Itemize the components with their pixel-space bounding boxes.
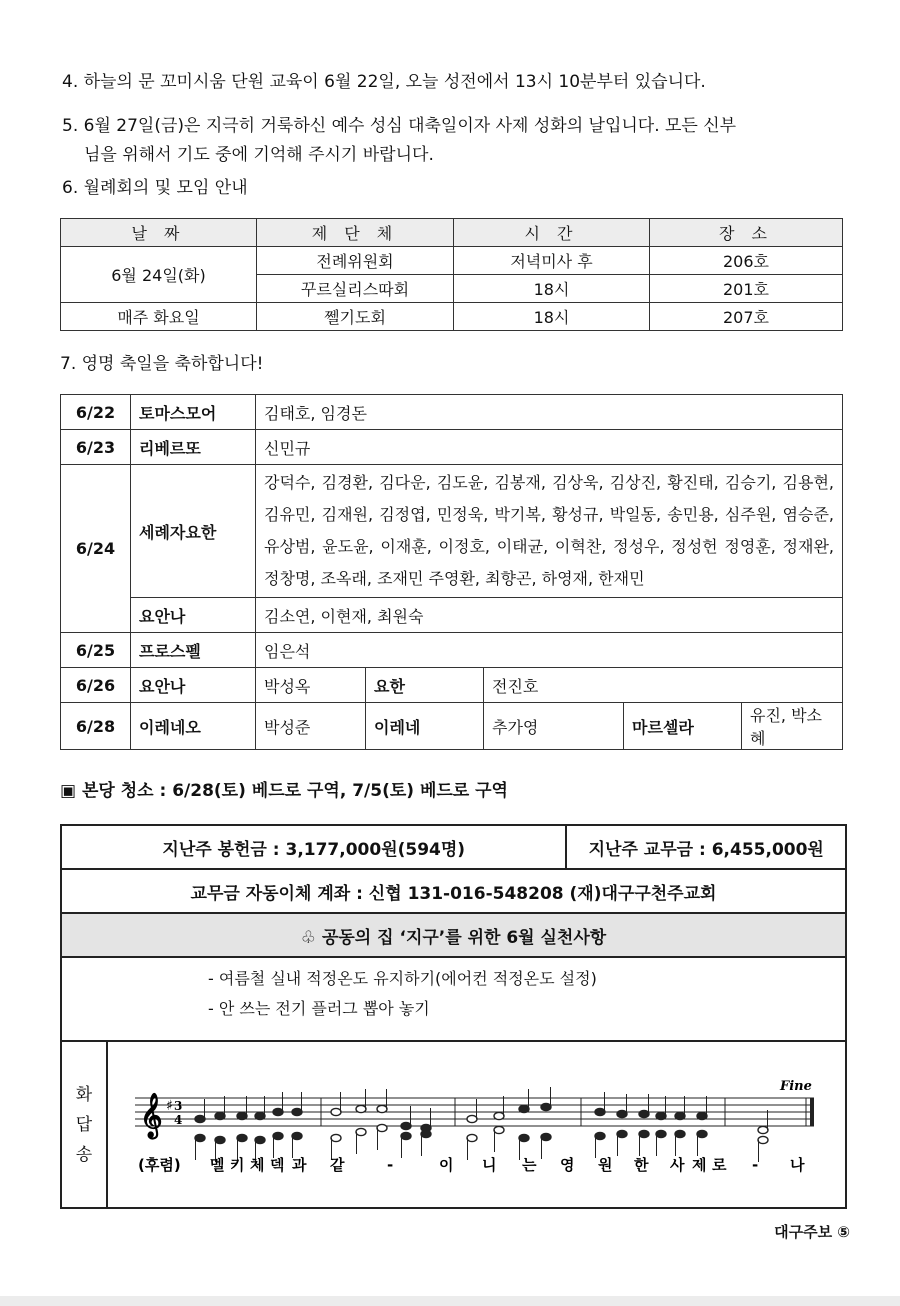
music-note	[541, 1103, 551, 1110]
meeting-group: 쩰기도회	[257, 303, 454, 331]
meeting-time: 저녁미사 후	[454, 247, 650, 275]
offering-row	[61, 825, 846, 869]
music-note	[595, 1108, 605, 1115]
psalm-label-char: 화	[75, 1084, 93, 1105]
music-note	[292, 1108, 302, 1115]
lyric-syllable: 키	[230, 1156, 245, 1174]
music-note	[255, 1112, 265, 1119]
music-note	[697, 1130, 707, 1137]
music-note	[758, 1126, 768, 1133]
account-row	[61, 869, 846, 913]
lyric-syllable: 나	[790, 1156, 805, 1174]
music-note	[273, 1132, 283, 1139]
meeting-place: 207호	[650, 303, 843, 331]
table-row	[61, 598, 843, 633]
feast-names: 김태호, 임경돈	[256, 395, 843, 430]
meeting-group: 전례위원회	[257, 247, 454, 275]
lyric-syllable: 과	[292, 1156, 307, 1174]
page-footer: 대구주보 ⑤	[774, 1223, 850, 1241]
music-note	[639, 1130, 649, 1137]
lyric-syllable: 제	[692, 1156, 707, 1174]
lyric-syllable: 같	[330, 1156, 345, 1174]
feast-title: 7. 영명 축일을 축하합니다!	[60, 354, 264, 374]
lyric-syllable: -	[387, 1156, 394, 1174]
practice-body-row	[61, 957, 846, 1041]
music-note	[331, 1108, 341, 1115]
info-box	[60, 824, 847, 1209]
table-row	[61, 247, 843, 275]
meeting-place: 206호	[650, 247, 843, 275]
practice-list	[61, 957, 846, 1041]
bottom-shade	[0, 1296, 900, 1306]
saint-name: 요한	[366, 668, 484, 703]
music-note	[519, 1134, 529, 1141]
music-note	[617, 1110, 627, 1117]
saint-name: 마르셀라	[624, 703, 742, 750]
psalm-score	[107, 1041, 846, 1208]
table-row	[61, 430, 843, 465]
notice-4: 4. 하늘의 문 꼬미시움 단원 교육이 6월 22일, 오늘 성전에서 13시 10분부터 있습니다.	[62, 72, 706, 92]
music-note	[401, 1132, 411, 1139]
lyric-syllable: 체	[250, 1156, 265, 1174]
music-note	[541, 1133, 551, 1140]
table-row	[61, 395, 843, 430]
music-note	[675, 1130, 685, 1137]
music-note	[494, 1126, 504, 1133]
psalm-label-char: 송	[75, 1144, 93, 1165]
saint-name: 리베르또	[131, 430, 256, 465]
feast-date: 6/23	[61, 430, 131, 465]
feast-names: 유진, 박소혜	[742, 703, 843, 750]
saint-name: 토마스모어	[131, 395, 256, 430]
lyric-syllable: 로	[712, 1156, 727, 1174]
refrain-label: (후렴)	[138, 1156, 181, 1174]
music-note	[467, 1115, 477, 1122]
music-note	[675, 1112, 685, 1119]
feast-names: 강덕수, 김경환, 김다운, 김도윤, 김봉재, 김상욱, 김상진, 황진태, 김승기, 김용현, 김유민, 김재원, 김정엽, 민정욱, 박기복, 황성규, 박일동, 송민용, 심주원, 염승준, 유상범, 윤도윤, 이재훈, 이정호, 이태균, 이혁찬, 정성우, 정성헌 정영훈, 정재완, 정창명, 조옥래, 조재민 주영환, 최향곤, 하영재, 한재민	[256, 465, 843, 598]
music-score	[108, 1042, 845, 1202]
header-group: 제 단 체	[257, 219, 454, 247]
music-note	[377, 1105, 387, 1112]
meeting-place: 201호	[650, 275, 843, 303]
practice-title: ♧ 공동의 집 ‘지구’를 위한 6월 실천사항	[61, 913, 846, 957]
meeting-header-row	[61, 219, 843, 247]
feast-day-table	[60, 394, 843, 750]
saint-name: 이레네오	[131, 703, 256, 750]
practice-item: - 여름철 실내 적정온도 유지하기(에어컨 적정온도 설정)	[208, 969, 597, 988]
fine-mark: Fine	[780, 1079, 812, 1094]
music-note	[215, 1136, 225, 1143]
psalm-row	[61, 1041, 846, 1208]
music-note	[656, 1130, 666, 1137]
music-note	[215, 1112, 225, 1119]
lyric-syllable: 한	[634, 1156, 649, 1174]
music-note	[467, 1134, 477, 1141]
music-note	[292, 1132, 302, 1139]
notice-6-title: 6. 월례회의 및 모임 안내	[62, 178, 248, 198]
lyric-syllable: 덱	[270, 1156, 285, 1174]
saint-name: 요안나	[131, 668, 256, 703]
table-row	[61, 633, 843, 668]
table-row	[61, 303, 843, 331]
music-note	[356, 1128, 366, 1135]
feast-date: 6/26	[61, 668, 131, 703]
svg-text:♯: ♯	[166, 1098, 173, 1114]
saint-name: 프로스펠	[131, 633, 256, 668]
lyric-syllable: 영	[560, 1156, 575, 1174]
offering-total: 지난주 봉헌금 : 3,177,000원(594명)	[61, 825, 566, 869]
cleaning-notice: ▣ 본당 청소 : 6/28(토) 베드로 구역, 7/5(토) 베드로 구역	[60, 781, 508, 801]
practice-title-row	[61, 913, 846, 957]
meeting-time: 18시	[454, 275, 650, 303]
lyric-syllable: 사	[670, 1156, 685, 1174]
feast-names: 박성준	[256, 703, 366, 750]
saint-name: 이레네	[366, 703, 484, 750]
meeting-time: 18시	[454, 303, 650, 331]
table-row	[61, 465, 843, 598]
header-place: 장 소	[650, 219, 843, 247]
music-note	[356, 1105, 366, 1112]
music-note	[401, 1122, 411, 1129]
header-date: 날 짜	[61, 219, 257, 247]
practice-item: - 안 쓰는 전기 플러그 뽑아 놓기	[208, 999, 430, 1018]
notice-5-line-2: 님을 위해서 기도 중에 기억해 주시기 바랍니다.	[84, 145, 434, 165]
feast-names: 박성옥	[256, 668, 366, 703]
table-row	[61, 668, 843, 703]
meeting-date: 매주 화요일	[61, 303, 257, 331]
music-note	[237, 1134, 247, 1141]
lyric-syllable: 멜	[210, 1156, 225, 1174]
music-note	[237, 1112, 247, 1119]
music-note	[195, 1134, 205, 1141]
music-note	[595, 1132, 605, 1139]
music-note	[758, 1136, 768, 1143]
lyric-syllable: 는	[522, 1156, 537, 1174]
notice-5	[62, 112, 852, 170]
header-time: 시 간	[454, 219, 650, 247]
music-note	[255, 1136, 265, 1143]
diocese-fund-total: 지난주 교무금 : 6,455,000원	[566, 825, 846, 869]
feast-date: 6/28	[61, 703, 131, 750]
music-note	[617, 1130, 627, 1137]
music-note	[331, 1134, 341, 1141]
music-note	[656, 1112, 666, 1119]
music-note	[494, 1112, 504, 1119]
lyric-syllable: 니	[482, 1156, 497, 1174]
treble-clef-icon: 𝄞	[140, 1092, 163, 1137]
psalm-label-char: 답	[75, 1114, 93, 1135]
feast-names: 전진호	[484, 668, 843, 703]
meeting-group: 꾸르실리스따회	[257, 275, 454, 303]
feast-date: 6/25	[61, 633, 131, 668]
feast-names: 김소연, 이현재, 최원숙	[256, 598, 843, 633]
saint-name: 세례자요한	[131, 465, 256, 598]
lyric-syllable: -	[752, 1156, 759, 1174]
feast-names: 추가영	[484, 703, 624, 750]
table-row	[61, 703, 843, 750]
music-note	[519, 1105, 529, 1112]
notice-5-line-1: 5. 6월 27일(금)은 지극히 거룩하신 예수 성심 대축일이자 사제 성화의 날입니다. 모든 신부	[62, 116, 737, 136]
svg-text:4: 4	[174, 1113, 183, 1127]
music-note	[639, 1110, 649, 1117]
saint-name: 요안나	[131, 598, 256, 633]
account-info: 교무금 자동이체 계좌 : 신협 131-016-548208 (재)대구구천주교회	[61, 869, 846, 913]
svg-text:3: 3	[174, 1099, 183, 1113]
music-note	[195, 1115, 205, 1122]
lyric-syllable: 원	[598, 1156, 613, 1174]
meeting-table	[60, 218, 843, 331]
feast-names: 임은석	[256, 633, 843, 668]
music-note	[377, 1124, 387, 1131]
music-note	[421, 1130, 431, 1137]
music-note	[273, 1108, 283, 1115]
meeting-date: 6월 24일(화)	[61, 247, 257, 303]
feast-date: 6/24	[61, 465, 131, 633]
feast-names: 신민규	[256, 430, 843, 465]
music-note	[697, 1112, 707, 1119]
psalm-label	[61, 1041, 107, 1208]
lyric-syllable: 이	[439, 1156, 454, 1174]
feast-date: 6/22	[61, 395, 131, 430]
